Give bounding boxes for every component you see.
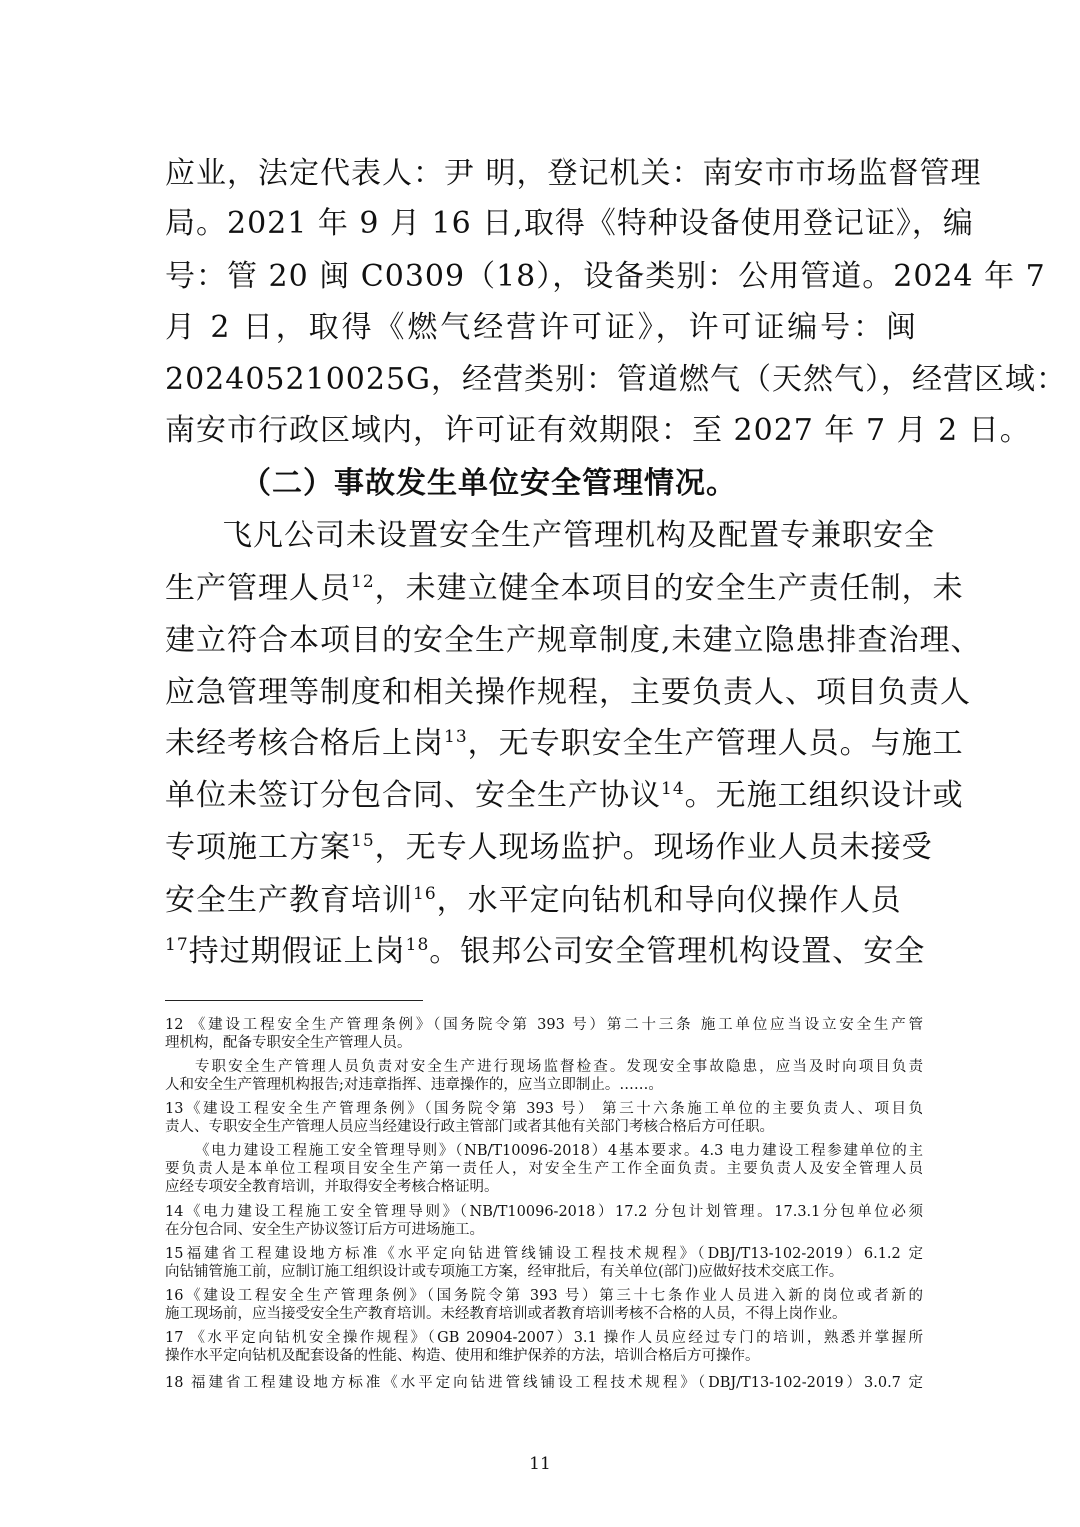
footnote-18 (165, 1374, 923, 1392)
footnote-17 (165, 1329, 923, 1365)
body-line: 号：管 20 闽 C0309（18），设备类别：公用管道。2024 年 7 (165, 259, 1046, 294)
para-text: 生产管理人员 (165, 571, 351, 606)
para-text: 应急管理等制度和相关操作规程，主要负责人、项目负责人 (165, 675, 971, 710)
footnote-ref: 13 (444, 727, 468, 747)
footnote-line: 《电力建设工程施工安全管理导则》（NB/T10096-2018）4基本要求。4.3 电力建设工程参建单位的主 (195, 1143, 923, 1159)
para-text: 单位未签订分包合同、安全生产协议 (165, 778, 661, 813)
footnote-line: 15福建省工程建设地方标准《水平定向钻进管线铺设工程技术规程》（DBJ/T13-102-2019）6.1.2 定 (165, 1246, 923, 1262)
para-text: 未经考核合格后上岗 (165, 726, 444, 761)
footnote-line: 操作水平定向钻机及配套设备的性能、构造、使用和维护保养的方法，培训合格后方可操作。 (165, 1348, 760, 1364)
para-text: 。银邦公司安全管理机构设置、安全 (429, 934, 926, 969)
footnote-separator (165, 1000, 423, 1001)
para-line (165, 563, 964, 607)
footnote-ref: 12 (351, 572, 375, 592)
para-line (165, 667, 971, 711)
footnote-line: 14《电力建设工程施工安全管理导则》（NB/T10096-2018）17.2 分包计划管理。17.3.1分包单位必须 (165, 1204, 923, 1220)
para-text: 专项施工方案 (165, 830, 351, 865)
body-line: 月 2 日，取得《燃气经营许可证》，许可证编号：闽 (165, 310, 917, 345)
para-text: 持过期假证上岗 (188, 934, 406, 969)
para-line (165, 718, 964, 762)
para-text: 。无施工组织设计或 (684, 778, 964, 813)
para-text: 飞凡公司未设置安全生产管理机构及配置专兼职安全 (222, 518, 935, 553)
footnote-13-cont (165, 1142, 923, 1196)
footnote-ref: 16 (413, 884, 437, 904)
footnote-line: 施工现场前，应当接受安全生产教育培训。未经教育培训或者教育培训考核不合格的人员，不得上岗作业。 (165, 1306, 847, 1322)
page-number: 11 (529, 1454, 551, 1474)
para-line (165, 875, 902, 919)
footnote-line: 18 福建省工程建设地方标准《水平定向钻进管线铺设工程技术规程》（DBJ/T13-102-2019）3.0.7 定 (165, 1375, 923, 1391)
footnote-line: 应经专项安全教育培训，并取得安全考核合格证明。 (165, 1179, 499, 1195)
footnote-14 (165, 1203, 923, 1239)
para-line (165, 822, 933, 866)
footnote-line: 向钻铺管施工前，应制订施工组织设计或专项施工方案，经审批后，有关单位(部门)应做好技术交底工作。 (165, 1264, 844, 1280)
para-line (165, 926, 926, 970)
body-line: 南安市行政区域内，许可证有效期限：至 2027 年 7 月 2 日。 (165, 413, 1031, 448)
body-line: 应业，法定代表人：尹 明，登记机关：南安市市场监督管理 (165, 156, 982, 191)
footnote-15 (165, 1245, 923, 1281)
para-text: 安全生产教育培训 (165, 883, 413, 918)
para-text: ，无专职安全生产管理人员。与施工 (467, 726, 964, 761)
para-text: ，水平定向钻机和导向仪操作人员 (436, 883, 902, 918)
footnote-line: 专职安全生产管理人员负责对安全生产进行现场监督检查。发现安全事故隐患，应当及时向项目负责 (195, 1059, 923, 1075)
footnote-16 (165, 1287, 923, 1323)
footnote-ref: 18 (405, 935, 430, 955)
para-line (165, 615, 982, 659)
footnote-line: 12 《建设工程安全生产管理条例》（国务院令第 393 号）第二十三条 施工单位应当设立安全生产管 (165, 1017, 923, 1033)
footnote-line: 人和安全生产管理机构报告;对违章指挥、违章操作的，应当立即制止。……。 (165, 1077, 663, 1093)
footnote-line: 要负责人是本单位工程项目安全生产第一责任人，对安全生产工作全面负责。主要负责人及安全管理人员 (165, 1161, 923, 1177)
footnote-line: 责人、专职安全生产管理人员应当经建设行政主管部门或者其他有关部门考核合格后方可任职。 (165, 1119, 774, 1135)
footnote-13 (165, 1100, 923, 1136)
footnote-ref: 15 (351, 831, 375, 851)
body-line: 202405210025G，经营类别：管道燃气（天然气），经营区域： (165, 362, 1068, 397)
footnote-12 (165, 1016, 923, 1052)
para-line (165, 770, 964, 814)
para-text: ，未建立健全本项目的安全生产责任制，未 (374, 571, 964, 606)
footnote-line: 在分包合同、安全生产协议签订后方可进场施工。 (165, 1222, 484, 1238)
section-heading: （二）事故发生单位安全管理情况。 (241, 466, 737, 501)
para-text: ，无专人现场监护。现场作业人员未接受 (374, 830, 933, 865)
footnote-ref: 17 (165, 935, 189, 955)
footnote-line: 理机构，配备专职安全生产管理人员。 (165, 1035, 412, 1051)
body-line: 局。2021 年 9 月 16 日,取得《特种设备使用登记证》，编 (165, 206, 974, 241)
para-text: 建立符合本项目的安全生产规章制度,未建立隐患排查治理、 (165, 623, 982, 658)
footnote-12-cont (165, 1058, 923, 1094)
footnote-line: 17 《水平定向钻机安全操作规程》（GB 20904-2007）3.1 操作人员应经过专门的培训，熟悉并掌握所 (165, 1330, 923, 1346)
para-line (222, 510, 935, 554)
footnote-line: 13《建设工程安全生产管理条例》（国务院令第 393 号） 第三十六条施工单位的主要负责人、项目负 (165, 1101, 923, 1117)
footnote-line: 16《建设工程安全生产管理条例》（国务院令第 393 号）第三十七条作业人员进入新的岗位或者新的 (165, 1288, 923, 1304)
footnote-ref: 14 (661, 779, 685, 799)
